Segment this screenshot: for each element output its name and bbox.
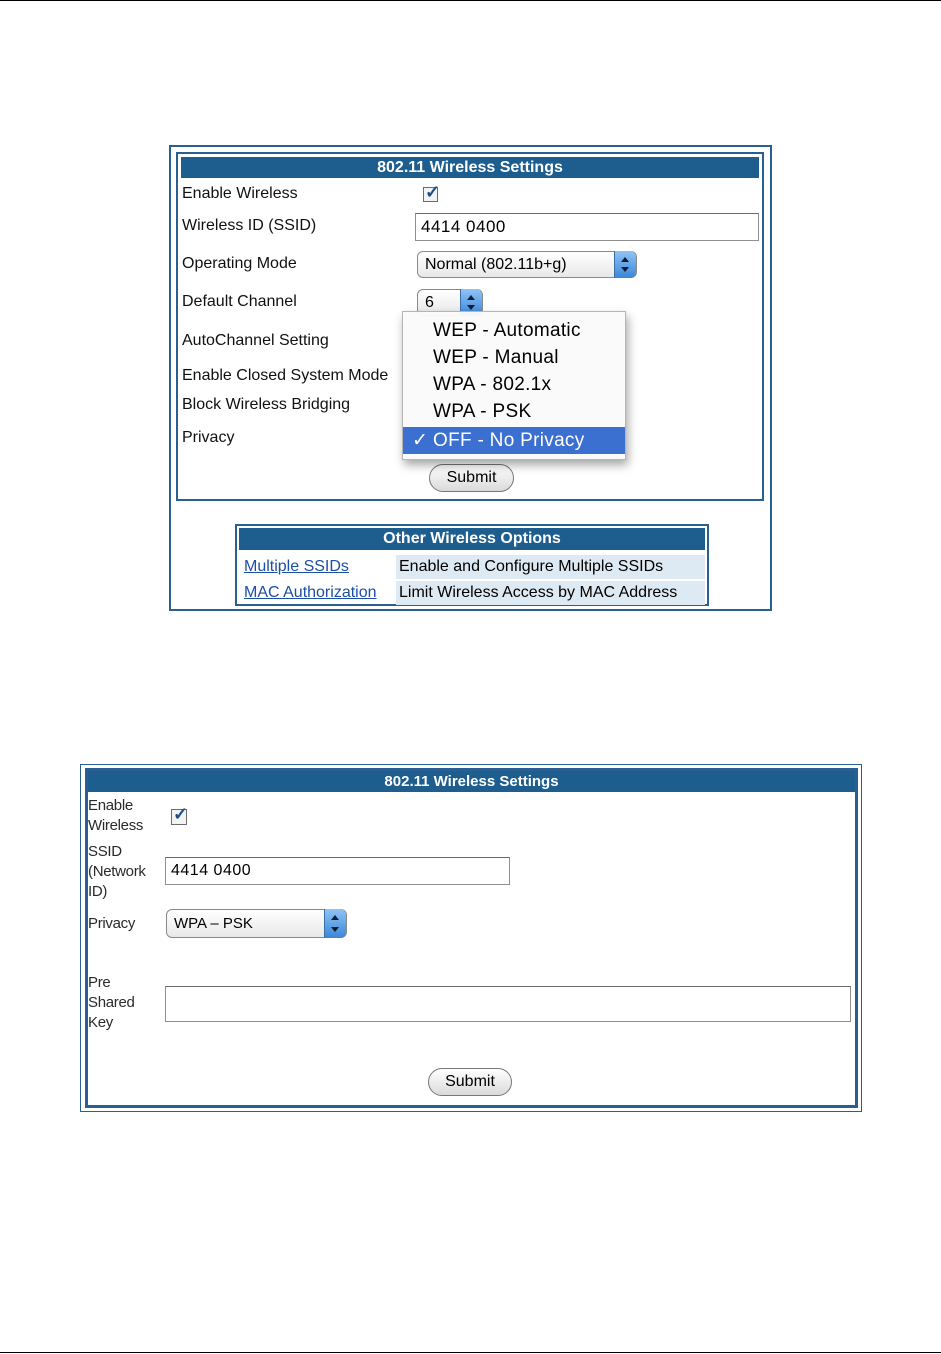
- privacy-label-2: Privacy: [88, 915, 136, 932]
- multiple-ssids-description: Enable and Configure Multiple SSIDs: [396, 555, 705, 579]
- mac-authorization-link[interactable]: MAC Authorization: [244, 584, 377, 601]
- submit-button[interactable]: Submit: [429, 464, 514, 492]
- mac-authorization-description: Limit Wireless Access by MAC Address: [396, 581, 705, 605]
- ssid-input[interactable]: 4414 0400: [415, 213, 759, 241]
- psk-label: [88, 973, 135, 1033]
- select-stepper-icon: [614, 251, 636, 278]
- privacy-select-2[interactable]: [166, 909, 347, 938]
- privacy-option[interactable]: WPA - PSK: [433, 401, 532, 422]
- privacy-option[interactable]: WPA - 802.1x: [433, 374, 552, 395]
- default-channel-label: Default Channel: [182, 293, 297, 310]
- autochannel-label: AutoChannel Setting: [182, 332, 329, 349]
- top-rule: [0, 0, 941, 1]
- operating-mode-label: Operating Mode: [182, 255, 297, 272]
- label-line: SSID: [88, 843, 122, 860]
- panel-title: 802.11 Wireless Settings: [181, 157, 759, 178]
- psk-input[interactable]: [165, 986, 851, 1022]
- privacy-label: Privacy: [182, 429, 235, 446]
- label-line: Shared: [88, 994, 135, 1011]
- wireless-settings-panel-2: [85, 768, 858, 1108]
- enable-wireless-label: Enable Wireless: [182, 185, 298, 202]
- privacy-option[interactable]: WEP - Automatic: [433, 320, 581, 341]
- privacy-value-2: WPA – PSK: [174, 915, 253, 932]
- check-icon: ✓: [173, 804, 189, 824]
- checkmark-icon: ✓: [412, 430, 429, 451]
- operating-mode-select[interactable]: [417, 251, 637, 278]
- ssid-label-2: [88, 842, 146, 902]
- multiple-ssids-link[interactable]: Multiple SSIDs: [244, 558, 349, 575]
- ssid-input-2[interactable]: 4414 0400: [165, 857, 510, 885]
- other-wireless-options-panel: [235, 524, 709, 606]
- closed-system-label: Enable Closed System Mode: [182, 367, 389, 384]
- enable-wireless-checkbox[interactable]: [423, 182, 441, 202]
- ssid-label: Wireless ID (SSID): [182, 217, 317, 234]
- panel-title-2: 802.11 Wireless Settings: [88, 771, 855, 792]
- submit-button-2[interactable]: Submit: [428, 1068, 512, 1096]
- label-line: Enable: [88, 797, 133, 814]
- block-bridging-label: Block Wireless Bridging: [182, 396, 351, 413]
- privacy-option-selected[interactable]: [403, 427, 625, 454]
- check-icon: ✓: [425, 182, 441, 202]
- label-line: Key: [88, 1014, 113, 1031]
- label-line: (Network: [88, 863, 146, 880]
- enable-wireless-checkbox-2[interactable]: [171, 804, 189, 825]
- default-channel-value: 6: [425, 294, 434, 311]
- enable-wireless-label-2: [88, 796, 143, 836]
- label-line: ID): [88, 883, 108, 900]
- select-stepper-icon: [324, 909, 346, 938]
- operating-mode-value: Normal (802.11b+g): [425, 256, 567, 273]
- bottom-rule: [0, 1352, 941, 1353]
- label-line: Pre: [88, 974, 111, 991]
- privacy-option[interactable]: WEP - Manual: [433, 347, 559, 368]
- privacy-selected-label: OFF - No Privacy: [433, 430, 585, 451]
- privacy-dropdown-menu: [402, 311, 626, 460]
- label-line: Wireless: [88, 817, 144, 834]
- other-options-title: Other Wireless Options: [239, 528, 705, 550]
